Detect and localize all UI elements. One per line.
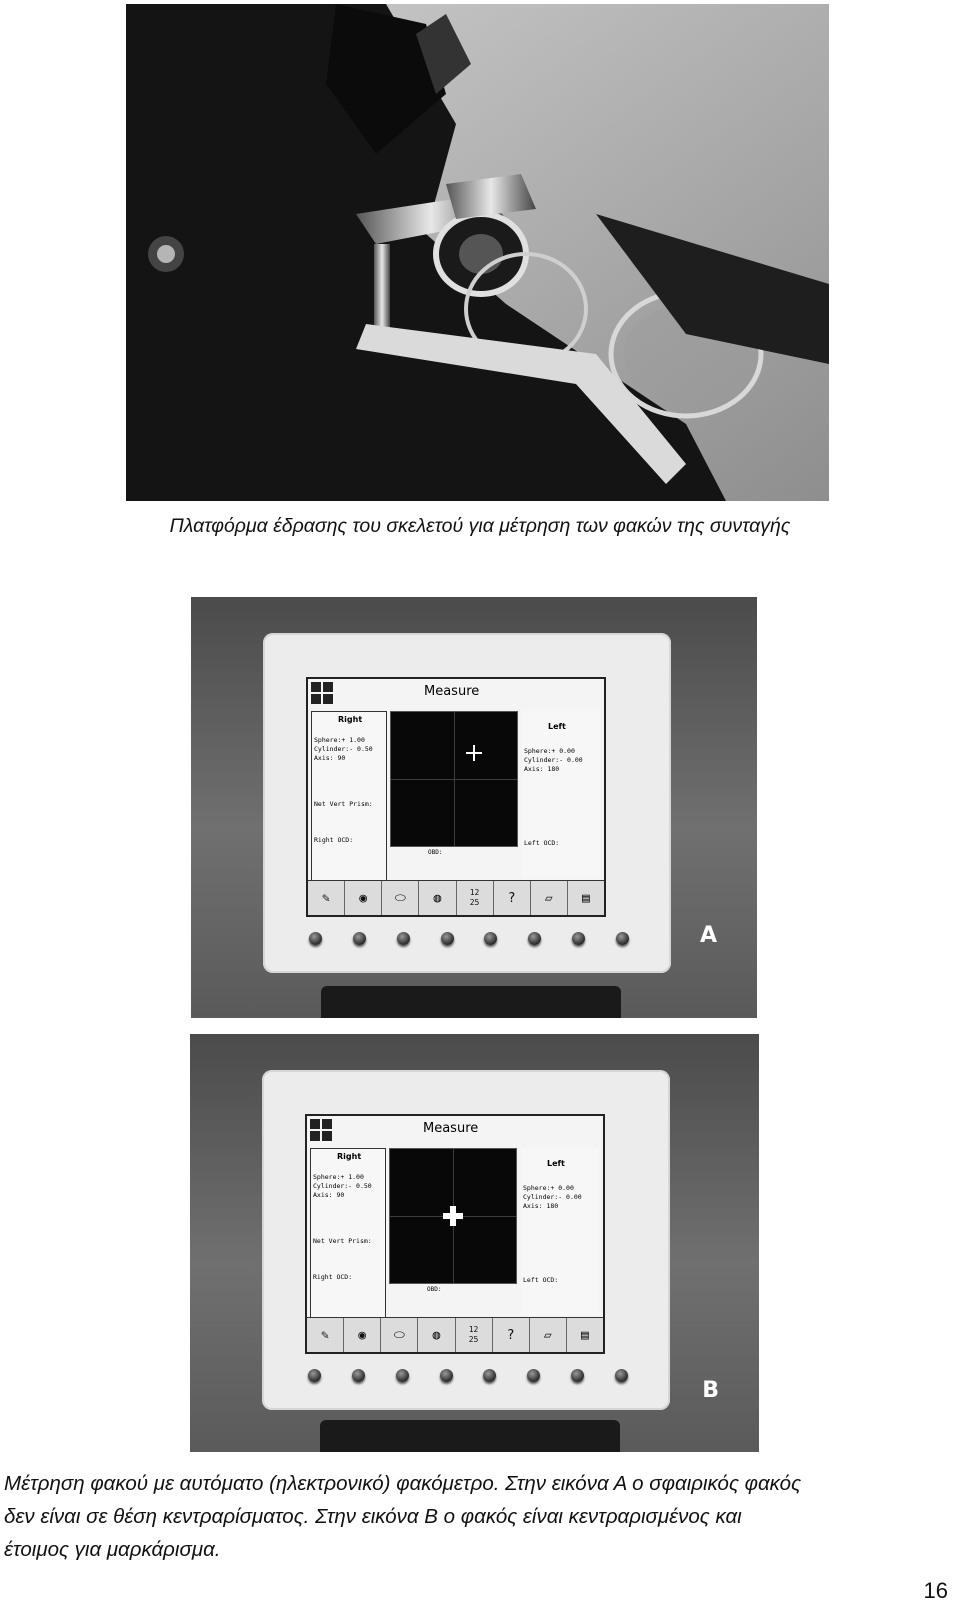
lensmeter-housing [262,1070,670,1410]
screen-toolbar [308,880,604,915]
right-axis: Axis: 90 [313,1191,345,1199]
card-icon[interactable]: ▱ [531,881,568,915]
screen-title: Measure [423,1121,479,1136]
right-cylinder: Cylinder:- 0.50 [313,1182,372,1190]
hardware-button[interactable] [440,1369,453,1382]
hardware-button[interactable] [483,1369,496,1382]
caption-lensmeter [4,1467,944,1566]
printer-icon[interactable]: ▤ [582,890,590,906]
hardware-button[interactable] [571,1369,584,1382]
lens-center-cross-vertical [473,745,475,761]
hardware-button[interactable] [353,932,366,945]
lens-icon[interactable]: ⬭ [382,881,419,915]
frame-trace-icon[interactable]: ✎ [307,1318,344,1352]
left-cylinder: Cylinder:- 0.00 [524,756,583,764]
left-eye-label: Left [548,722,566,731]
eye-icon[interactable]: ◉ [345,881,382,915]
lensmeter-platform-photo [126,4,829,501]
hardware-button[interactable] [397,932,410,945]
caption-platform: Πλατφόρμα έδρασης του σκελετού για μέτρηση των φακών της συνταγής [169,515,791,537]
hardware-buttons [308,1369,628,1393]
lensmeter-stand [321,986,621,1018]
menu-grid-icon [310,1119,332,1141]
help-icon[interactable]: ? [494,881,531,915]
lensmeter-stand [320,1420,620,1452]
photo-letter-a: A [699,923,717,948]
hardware-button[interactable] [396,1369,409,1382]
caption-line: δεν είναι σε θέση κεντραρίσματος. Στην εικόνα Β ο φακός είναι κεντραρισμένος και [4,1505,742,1528]
net-vert-prism: Net Vert Prism: [314,800,373,808]
fraction-top: 12 [469,888,480,897]
lens-center-cross-vertical [450,1206,456,1226]
screen-toolbar [307,1317,603,1352]
left-cylinder: Cylinder:- 0.00 [523,1193,582,1201]
menu-grid-icon [311,682,333,704]
lensmeter-housing [263,633,671,973]
card-icon[interactable]: ▱ [530,1318,567,1352]
fraction-top: 12 [468,1325,479,1334]
right-lens-panel [310,1148,386,1318]
hardware-button[interactable] [352,1369,365,1382]
right-sphere: Sphere:+ 1.00 [314,736,365,744]
caption-line: έτοιμος για μαρκάρισμα. [4,1538,221,1561]
fraction-icon[interactable] [456,1318,493,1352]
hardware-button[interactable] [527,1369,540,1382]
left-eye-label: Left [547,1159,565,1168]
caption-line: Μέτρηση φακού με αυτόματο (ηλεκτρονικό) φακόμετρο. Στην εικόνα Α ο σφαιρικός φακός [4,1472,802,1495]
hardware-button[interactable] [308,1369,321,1382]
left-sphere: Sphere:+ 0.00 [523,1184,574,1192]
right-ocd: Right OCD: [313,1273,353,1281]
centering-target [389,1148,517,1284]
left-ocd: Left OCD: [524,839,560,847]
lensmeter-photo-a [191,597,757,1018]
frame-trace-icon[interactable]: ✎ [308,881,345,915]
frame-icon[interactable]: ◍ [418,1318,455,1352]
net-vert-prism: Net Vert Prism: [313,1237,372,1245]
target-horizontal-line [391,779,517,780]
right-cylinder: Cylinder:- 0.50 [314,745,373,753]
obd-value: OBD: [428,849,443,856]
hardware-button[interactable] [616,932,629,945]
left-ocd: Left OCD: [523,1276,559,1284]
left-lens-panel [521,1148,599,1316]
obd-value: OBD: [427,1286,442,1293]
hardware-button[interactable] [441,932,454,945]
hardware-buttons [309,932,629,956]
right-ocd: Right OCD: [314,836,354,844]
right-sphere: Sphere:+ 1.00 [313,1173,364,1181]
lensmeter-platform-illustration [126,4,829,501]
centering-target [390,711,518,847]
left-sphere: Sphere:+ 0.00 [524,747,575,755]
hardware-button[interactable] [528,932,541,945]
hardware-button[interactable] [615,1369,628,1382]
screen-title: Measure [424,684,480,699]
fraction-icon[interactable] [457,881,494,915]
left-axis: Axis: 180 [523,1202,559,1210]
printer-icon[interactable]: ▤ [581,1327,589,1343]
fraction-bottom: 25 [469,898,480,907]
hardware-button[interactable] [572,932,585,945]
hardware-button[interactable] [484,932,497,945]
eye-icon[interactable]: ◉ [344,1318,381,1352]
lensmeter-photo-b [190,1034,759,1452]
photo-letter-b: B [702,1378,719,1403]
left-lens-panel [522,711,600,879]
help-icon[interactable]: ? [493,1318,530,1352]
right-axis: Axis: 90 [314,754,346,762]
page-number: 16 [923,1578,948,1603]
right-eye-label: Right [337,1152,362,1161]
lensmeter-screen [305,1114,605,1354]
left-axis: Axis: 180 [524,765,560,773]
frame-icon[interactable]: ◍ [419,881,456,915]
fraction-bottom: 25 [468,1335,479,1344]
lensmeter-screen [306,677,606,917]
hardware-button[interactable] [309,932,322,945]
lens-icon[interactable]: ⬭ [381,1318,418,1352]
right-lens-panel [311,711,387,881]
right-eye-label: Right [338,715,363,724]
